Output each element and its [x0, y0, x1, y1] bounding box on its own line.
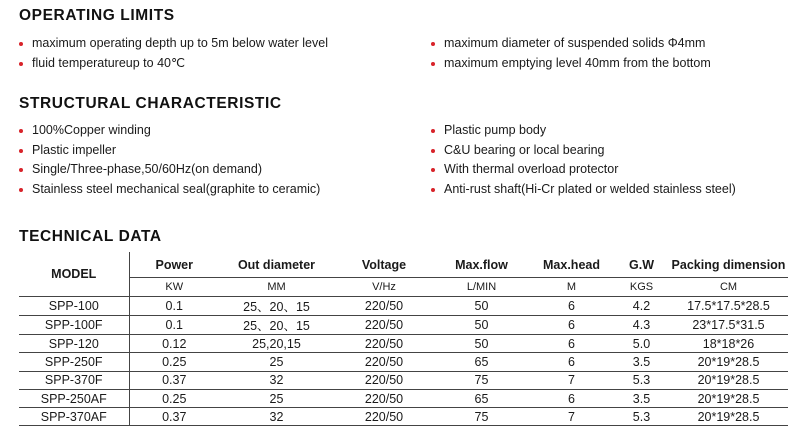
table-cell: 50	[434, 297, 529, 316]
technical-data-table	[19, 252, 788, 426]
model-cell: SPP-250AF	[19, 389, 129, 407]
table-cell: 5.3	[614, 408, 669, 426]
table-row	[19, 335, 788, 353]
model-cell: SPP-120	[19, 335, 129, 353]
table-cell: 50	[434, 316, 529, 335]
model-cell: SPP-370F	[19, 371, 129, 389]
unit-cell: MM	[219, 278, 334, 297]
table-cell: 65	[434, 389, 529, 407]
table-cell: 0.37	[129, 408, 219, 426]
table-cell: 0.1	[129, 297, 219, 316]
structural-title: STRUCTURAL CHARACTERISTIC	[19, 95, 282, 112]
list-item: With thermal overload protector	[431, 160, 736, 180]
table-cell: 6	[529, 353, 614, 371]
list-item: maximum diameter of suspended solids Φ4mm	[431, 34, 711, 54]
bullet-icon	[19, 188, 23, 192]
structural-left-list	[19, 121, 320, 199]
table-cell: 3.5	[614, 353, 669, 371]
bullet-icon	[19, 149, 23, 153]
list-item: maximum operating depth up to 5m below water level	[19, 34, 328, 54]
table-row	[19, 316, 788, 335]
bullet-icon	[19, 62, 23, 66]
table-cell: 20*19*28.5	[669, 389, 788, 407]
model-header: MODEL	[19, 252, 129, 297]
table-cell: 0.12	[129, 335, 219, 353]
table-cell: 32	[219, 371, 334, 389]
column-header: Max.flow	[455, 257, 508, 272]
bullet-icon	[19, 168, 23, 172]
column-header: Voltage	[361, 257, 407, 272]
table-cell: 220/50	[334, 408, 434, 426]
table-row	[19, 353, 788, 371]
table-row	[19, 371, 788, 389]
column-header: Power	[155, 257, 193, 272]
bullet-icon	[431, 168, 435, 172]
operating-limits-right-list	[431, 34, 711, 73]
table-cell: 220/50	[334, 389, 434, 407]
structural-right-list	[431, 121, 736, 199]
table-cell: 25、20、15	[219, 316, 334, 335]
list-item: fluid temperatureup to 40℃	[19, 54, 328, 74]
table-cell: 0.1	[129, 316, 219, 335]
unit-cell: L/MIN	[434, 278, 529, 297]
table-cell: 3.5	[614, 389, 669, 407]
table-cell: 20*19*28.5	[669, 371, 788, 389]
table-cell: 25	[219, 353, 334, 371]
list-item: Stainless steel mechanical seal(graphite to ceramic)	[19, 180, 320, 200]
table-row	[19, 389, 788, 407]
table-cell: 7	[529, 408, 614, 426]
table-cell: 18*18*26	[669, 335, 788, 353]
table-cell: 220/50	[334, 335, 434, 353]
table-cell: 6	[529, 297, 614, 316]
bullet-icon	[19, 129, 23, 133]
model-cell: SPP-100F	[19, 316, 129, 335]
table-cell: 5.0	[614, 335, 669, 353]
list-item: C&U bearing or local bearing	[431, 141, 736, 161]
unit-cell: CM	[669, 278, 788, 297]
model-cell: SPP-250F	[19, 353, 129, 371]
bullet-icon	[431, 149, 435, 153]
table-cell: 17.5*17.5*28.5	[669, 297, 788, 316]
table-cell: 20*19*28.5	[669, 408, 788, 426]
table-cell: 25、20、15	[219, 297, 334, 316]
table-header-row	[19, 252, 788, 278]
bullet-icon	[431, 129, 435, 133]
list-item: Anti-rust shaft(Hi-Cr plated or welded stainless steel)	[431, 180, 736, 200]
table-cell: 65	[434, 353, 529, 371]
list-item: 100%Copper winding	[19, 121, 320, 141]
column-header: Max.head	[543, 257, 600, 272]
operating-limits-title: OPERATING LIMITS	[19, 7, 175, 24]
column-header: Packing dimension	[671, 257, 786, 272]
table-cell: 32	[219, 408, 334, 426]
list-item: Plastic pump body	[431, 121, 736, 141]
table-cell: 6	[529, 316, 614, 335]
unit-cell: KGS	[614, 278, 669, 297]
table-cell: 0.37	[129, 371, 219, 389]
table-cell: 23*17.5*31.5	[669, 316, 788, 335]
table-cell: 50	[434, 335, 529, 353]
bullet-icon	[19, 42, 23, 46]
table-cell: 5.3	[614, 371, 669, 389]
table-cell: 7	[529, 371, 614, 389]
model-cell: SPP-370AF	[19, 408, 129, 426]
list-item: Single/Three-phase,50/60Hz(on demand)	[19, 160, 320, 180]
table-cell: 75	[434, 408, 529, 426]
table-cell: 220/50	[334, 316, 434, 335]
table-row	[19, 297, 788, 316]
table-cell: 220/50	[334, 371, 434, 389]
unit-cell: M	[529, 278, 614, 297]
table-cell: 25,20,15	[219, 335, 334, 353]
table-cell: 75	[434, 371, 529, 389]
table-cell: 220/50	[334, 353, 434, 371]
unit-cell: V/Hz	[334, 278, 434, 297]
bullet-icon	[431, 42, 435, 46]
technical-data-title: TECHNICAL DATA	[19, 228, 162, 245]
table-cell: 0.25	[129, 389, 219, 407]
table-cell: 25	[219, 389, 334, 407]
table-units-row	[19, 278, 788, 297]
column-header: G.W	[629, 257, 654, 272]
table-cell: 4.2	[614, 297, 669, 316]
table-cell: 0.25	[129, 353, 219, 371]
table-cell: 220/50	[334, 297, 434, 316]
bullet-icon	[431, 188, 435, 192]
table-row	[19, 408, 788, 426]
column-header: Out diameter	[237, 257, 316, 272]
model-cell: SPP-100	[19, 297, 129, 316]
list-item: Plastic impeller	[19, 141, 320, 161]
table-cell: 4.3	[614, 316, 669, 335]
unit-cell: KW	[129, 278, 219, 297]
bullet-icon	[431, 62, 435, 66]
operating-limits-left-list	[19, 34, 328, 73]
list-item: maximum emptying level 40mm from the bottom	[431, 54, 711, 74]
table-cell: 6	[529, 389, 614, 407]
table-cell: 6	[529, 335, 614, 353]
table-cell: 20*19*28.5	[669, 353, 788, 371]
